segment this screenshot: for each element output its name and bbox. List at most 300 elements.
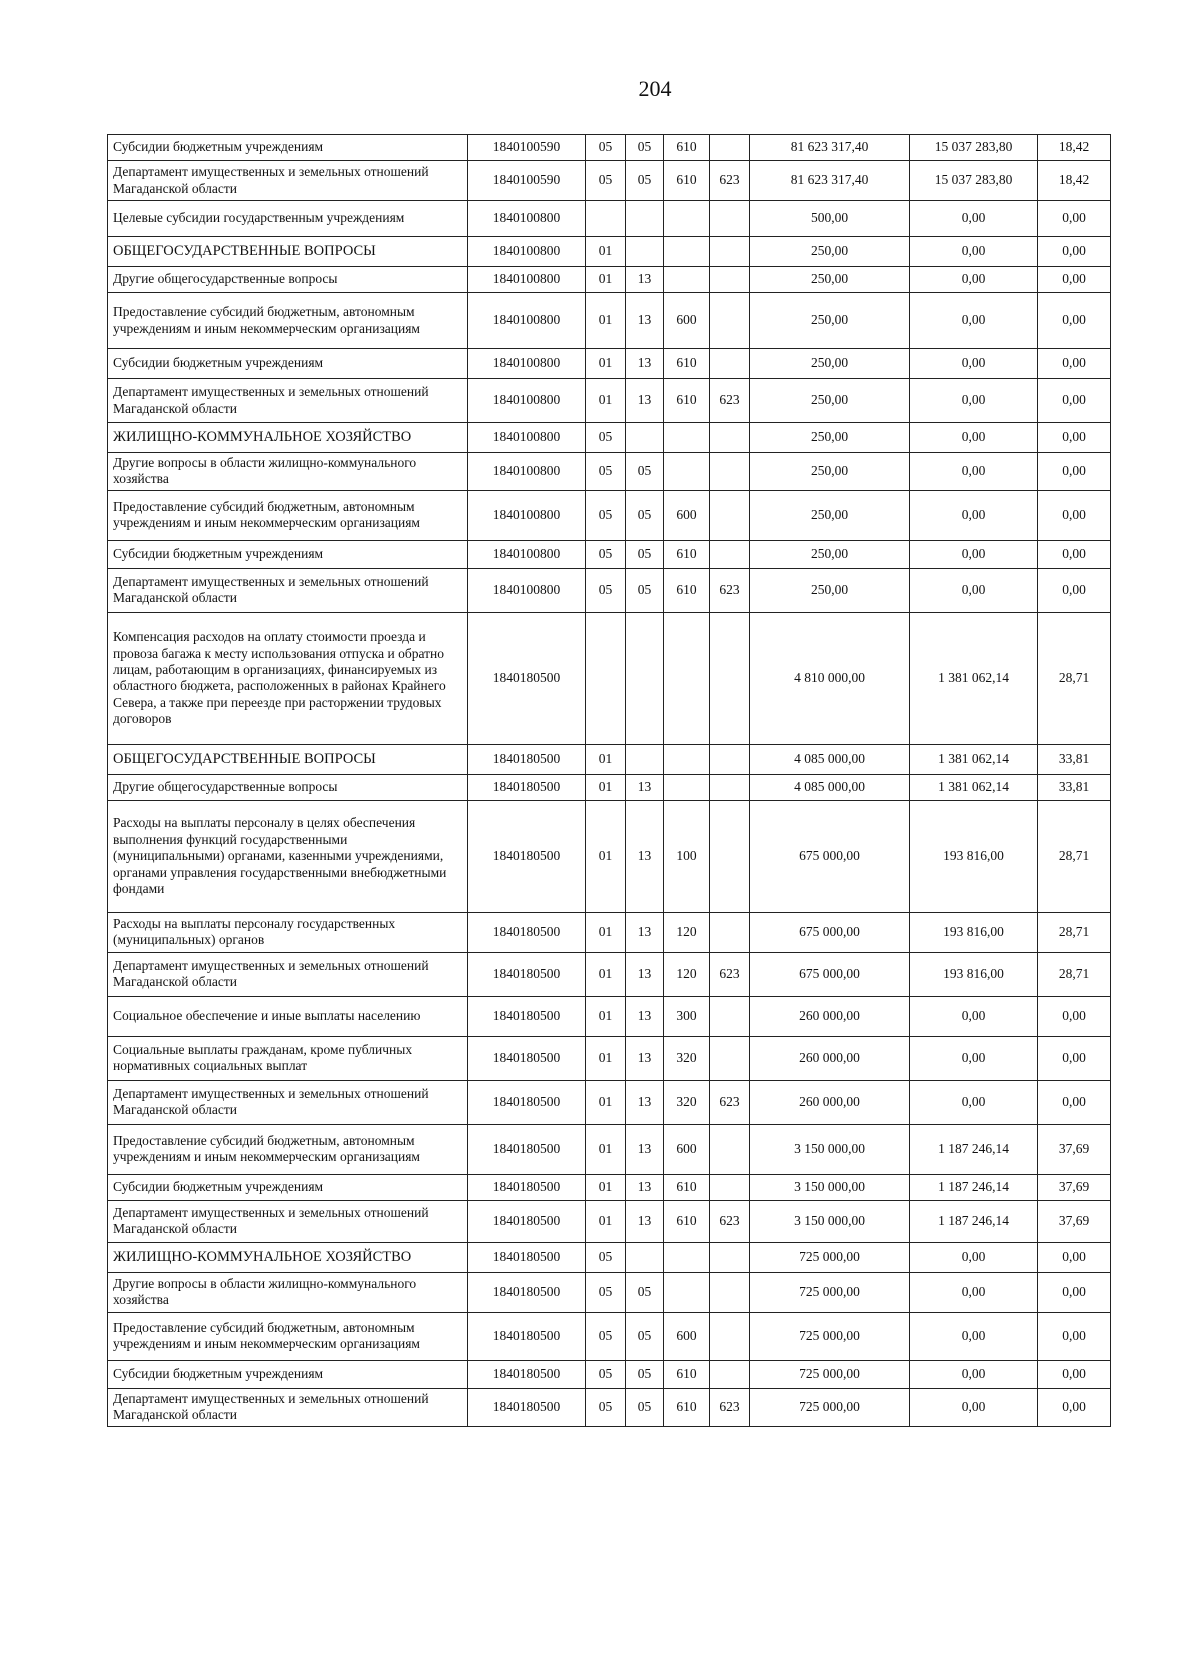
row-administrator [710, 293, 750, 349]
row-actual-amount: 0,00 [910, 568, 1038, 612]
table-row [108, 423, 1111, 453]
row-actual-amount: 1 187 246,14 [910, 1124, 1038, 1174]
row-administrator [710, 490, 750, 540]
row-section [586, 201, 626, 237]
row-expense-type: 610 [664, 379, 710, 423]
row-expense-type: 320 [664, 1080, 710, 1124]
row-percent: 0,00 [1038, 490, 1111, 540]
row-section: 05 [586, 540, 626, 568]
row-section: 05 [586, 490, 626, 540]
row-actual-amount: 0,00 [910, 1312, 1038, 1360]
row-target-article: 1840180500 [468, 1360, 586, 1388]
row-target-article: 1840100800 [468, 379, 586, 423]
table-row [108, 267, 1111, 293]
row-plan-amount: 250,00 [750, 237, 910, 267]
row-administrator [710, 135, 750, 161]
row-section: 05 [586, 423, 626, 453]
row-plan-amount: 250,00 [750, 293, 910, 349]
row-target-article: 1840100800 [468, 423, 586, 453]
table-row [108, 774, 1111, 800]
row-name: Компенсация расходов на оплату стоимости проезда и провоза багажа к месту использования отпуска и обратно лицам, работающим в организациях, финансируемых из областного бюджета, расположенных в районах Крайнего Севера, а также при переезде при расторжении трудовых договоров [108, 612, 468, 744]
row-percent: 18,42 [1038, 161, 1111, 201]
table-row [108, 1272, 1111, 1312]
row-actual-amount: 0,00 [910, 201, 1038, 237]
row-name: Субсидии бюджетным учреждениям [108, 135, 468, 161]
row-target-article: 1840100800 [468, 237, 586, 267]
row-administrator [710, 237, 750, 267]
row-subsection [626, 1242, 664, 1272]
row-section: 05 [586, 1242, 626, 1272]
row-target-article: 1840180500 [468, 1124, 586, 1174]
row-section: 01 [586, 774, 626, 800]
row-expense-type: 610 [664, 135, 710, 161]
row-name: Другие общегосударственные вопросы [108, 774, 468, 800]
row-target-article: 1840180500 [468, 1080, 586, 1124]
row-administrator [710, 1174, 750, 1200]
row-section: 01 [586, 267, 626, 293]
row-target-article: 1840100800 [468, 267, 586, 293]
row-actual-amount: 1 381 062,14 [910, 612, 1038, 744]
row-target-article: 1840180500 [468, 774, 586, 800]
row-plan-amount: 4 085 000,00 [750, 744, 910, 774]
row-target-article: 1840180500 [468, 996, 586, 1036]
row-administrator [710, 800, 750, 912]
row-actual-amount: 0,00 [910, 423, 1038, 453]
row-actual-amount: 15 037 283,80 [910, 161, 1038, 201]
row-plan-amount: 81 623 317,40 [750, 135, 910, 161]
row-percent: 0,00 [1038, 996, 1111, 1036]
row-percent: 0,00 [1038, 1080, 1111, 1124]
table-row [108, 568, 1111, 612]
row-actual-amount: 0,00 [910, 379, 1038, 423]
table-row [108, 1388, 1111, 1426]
row-subsection: 13 [626, 1080, 664, 1124]
row-section: 05 [586, 1388, 626, 1426]
row-expense-type [664, 612, 710, 744]
table-row [108, 161, 1111, 201]
row-percent: 0,00 [1038, 1272, 1111, 1312]
table-row [108, 135, 1111, 161]
row-percent: 0,00 [1038, 237, 1111, 267]
row-section: 01 [586, 379, 626, 423]
table-row [108, 1200, 1111, 1242]
row-actual-amount: 1 381 062,14 [910, 744, 1038, 774]
row-subsection: 05 [626, 1388, 664, 1426]
row-actual-amount: 193 816,00 [910, 912, 1038, 952]
row-name: Субсидии бюджетным учреждениям [108, 540, 468, 568]
row-name: Департамент имущественных и земельных отношений Магаданской области [108, 1388, 468, 1426]
row-administrator [710, 744, 750, 774]
row-plan-amount: 725 000,00 [750, 1272, 910, 1312]
row-name: Департамент имущественных и земельных отношений Магаданской области [108, 379, 468, 423]
row-section: 05 [586, 1272, 626, 1312]
row-actual-amount: 0,00 [910, 1036, 1038, 1080]
row-plan-amount: 4 810 000,00 [750, 612, 910, 744]
row-percent: 0,00 [1038, 1312, 1111, 1360]
row-name: Социальные выплаты гражданам, кроме публичных нормативных социальных выплат [108, 1036, 468, 1080]
row-section: 01 [586, 952, 626, 996]
row-plan-amount: 250,00 [750, 349, 910, 379]
row-target-article: 1840180500 [468, 912, 586, 952]
row-administrator [710, 267, 750, 293]
table-row [108, 800, 1111, 912]
row-name: Департамент имущественных и земельных отношений Магаданской области [108, 1080, 468, 1124]
row-actual-amount: 1 381 062,14 [910, 774, 1038, 800]
budget-table [107, 134, 1111, 1427]
row-expense-type [664, 744, 710, 774]
row-target-article: 1840100800 [468, 349, 586, 379]
row-administrator [710, 1360, 750, 1388]
row-subsection: 13 [626, 1200, 664, 1242]
row-name: Другие общегосударственные вопросы [108, 267, 468, 293]
row-percent: 28,71 [1038, 612, 1111, 744]
row-target-article: 1840100800 [468, 568, 586, 612]
row-administrator: 623 [710, 161, 750, 201]
row-target-article: 1840100800 [468, 201, 586, 237]
row-name: Расходы на выплаты персоналу в целях обеспечения выполнения функций государственными (муниципальными) органами, казенными учреждениями, органами управления государственными внебюджетными фондами [108, 800, 468, 912]
row-name: Другие вопросы в области жилищно-коммунального хозяйства [108, 1272, 468, 1312]
row-section: 05 [586, 161, 626, 201]
table-row [108, 996, 1111, 1036]
row-percent: 0,00 [1038, 379, 1111, 423]
row-target-article: 1840100800 [468, 540, 586, 568]
row-actual-amount: 0,00 [910, 267, 1038, 293]
row-plan-amount: 725 000,00 [750, 1388, 910, 1426]
row-name: Другие вопросы в области жилищно-коммунального хозяйства [108, 453, 468, 491]
row-administrator [710, 201, 750, 237]
row-percent: 33,81 [1038, 774, 1111, 800]
row-administrator: 623 [710, 568, 750, 612]
table-row [108, 612, 1111, 744]
row-subsection: 05 [626, 490, 664, 540]
table-row [108, 490, 1111, 540]
table-body [108, 135, 1111, 1427]
row-section: 05 [586, 568, 626, 612]
table-row [108, 952, 1111, 996]
row-actual-amount: 193 816,00 [910, 952, 1038, 996]
row-plan-amount: 3 150 000,00 [750, 1124, 910, 1174]
row-target-article: 1840180500 [468, 1174, 586, 1200]
row-administrator: 623 [710, 1388, 750, 1426]
table-row [108, 293, 1111, 349]
row-subsection: 05 [626, 453, 664, 491]
row-administrator [710, 453, 750, 491]
row-subsection: 05 [626, 135, 664, 161]
row-administrator [710, 612, 750, 744]
row-subsection: 05 [626, 1360, 664, 1388]
row-percent: 37,69 [1038, 1200, 1111, 1242]
row-subsection: 13 [626, 1124, 664, 1174]
row-target-article: 1840180500 [468, 1200, 586, 1242]
row-section: 01 [586, 1036, 626, 1080]
row-percent: 0,00 [1038, 349, 1111, 379]
row-administrator [710, 912, 750, 952]
row-name: ОБЩЕГОСУДАРСТВЕННЫЕ ВОПРОСЫ [108, 237, 468, 267]
row-target-article: 1840180500 [468, 1036, 586, 1080]
row-percent: 0,00 [1038, 1036, 1111, 1080]
row-name: Предоставление субсидий бюджетным, автономным учреждениям и иным некоммерческим организациям [108, 490, 468, 540]
row-section: 01 [586, 1174, 626, 1200]
row-plan-amount: 250,00 [750, 423, 910, 453]
row-section: 01 [586, 912, 626, 952]
row-plan-amount: 250,00 [750, 490, 910, 540]
row-percent: 33,81 [1038, 744, 1111, 774]
row-name: ЖИЛИЩНО-КОММУНАЛЬНОЕ ХОЗЯЙСТВО [108, 1242, 468, 1272]
row-subsection: 13 [626, 1174, 664, 1200]
row-plan-amount: 250,00 [750, 568, 910, 612]
row-target-article: 1840100800 [468, 490, 586, 540]
row-subsection: 13 [626, 800, 664, 912]
row-administrator [710, 1242, 750, 1272]
row-plan-amount: 250,00 [750, 379, 910, 423]
row-actual-amount: 0,00 [910, 349, 1038, 379]
row-name: Субсидии бюджетным учреждениям [108, 1360, 468, 1388]
row-target-article: 1840180500 [468, 952, 586, 996]
row-percent: 0,00 [1038, 267, 1111, 293]
row-administrator: 623 [710, 379, 750, 423]
row-subsection [626, 237, 664, 267]
row-expense-type: 610 [664, 1174, 710, 1200]
row-expense-type [664, 267, 710, 293]
row-expense-type [664, 237, 710, 267]
row-actual-amount: 1 187 246,14 [910, 1174, 1038, 1200]
row-administrator [710, 1272, 750, 1312]
table-row [108, 349, 1111, 379]
row-expense-type: 610 [664, 161, 710, 201]
row-section: 01 [586, 237, 626, 267]
row-name: Целевые субсидии государственным учреждениям [108, 201, 468, 237]
row-section: 01 [586, 744, 626, 774]
row-actual-amount: 15 037 283,80 [910, 135, 1038, 161]
row-percent: 18,42 [1038, 135, 1111, 161]
row-administrator: 623 [710, 952, 750, 996]
row-subsection: 13 [626, 774, 664, 800]
row-percent: 0,00 [1038, 423, 1111, 453]
row-percent: 0,00 [1038, 540, 1111, 568]
row-expense-type: 300 [664, 996, 710, 1036]
row-expense-type: 610 [664, 349, 710, 379]
row-subsection: 13 [626, 1036, 664, 1080]
row-percent: 37,69 [1038, 1124, 1111, 1174]
table-row [108, 201, 1111, 237]
row-section: 05 [586, 1312, 626, 1360]
row-subsection: 13 [626, 912, 664, 952]
row-name: Предоставление субсидий бюджетным, автономным учреждениям и иным некоммерческим организациям [108, 293, 468, 349]
row-target-article: 1840180500 [468, 744, 586, 774]
row-actual-amount: 0,00 [910, 1242, 1038, 1272]
row-expense-type: 610 [664, 1388, 710, 1426]
row-name: Департамент имущественных и земельных отношений Магаданской области [108, 952, 468, 996]
row-target-article: 1840180500 [468, 612, 586, 744]
row-plan-amount: 675 000,00 [750, 912, 910, 952]
row-percent: 0,00 [1038, 1388, 1111, 1426]
row-actual-amount: 0,00 [910, 453, 1038, 491]
row-actual-amount: 0,00 [910, 1080, 1038, 1124]
row-expense-type [664, 1272, 710, 1312]
row-section: 01 [586, 800, 626, 912]
table-row [108, 540, 1111, 568]
row-administrator: 623 [710, 1200, 750, 1242]
row-actual-amount: 0,00 [910, 996, 1038, 1036]
row-actual-amount: 0,00 [910, 1360, 1038, 1388]
row-target-article: 1840180500 [468, 1242, 586, 1272]
row-administrator [710, 996, 750, 1036]
row-percent: 0,00 [1038, 568, 1111, 612]
table-row [108, 744, 1111, 774]
row-plan-amount: 725 000,00 [750, 1360, 910, 1388]
row-section: 01 [586, 1200, 626, 1242]
row-section: 05 [586, 135, 626, 161]
row-plan-amount: 3 150 000,00 [750, 1200, 910, 1242]
row-percent: 0,00 [1038, 1242, 1111, 1272]
row-section: 01 [586, 1124, 626, 1174]
row-name: Департамент имущественных и земельных отношений Магаданской области [108, 161, 468, 201]
row-target-article: 1840100590 [468, 135, 586, 161]
row-section: 01 [586, 349, 626, 379]
row-expense-type [664, 201, 710, 237]
row-target-article: 1840100800 [468, 453, 586, 491]
table-row [108, 453, 1111, 491]
row-plan-amount: 725 000,00 [750, 1242, 910, 1272]
row-subsection [626, 744, 664, 774]
row-plan-amount: 260 000,00 [750, 996, 910, 1036]
row-section: 05 [586, 1360, 626, 1388]
row-subsection: 05 [626, 1312, 664, 1360]
row-subsection [626, 612, 664, 744]
table-row [108, 1312, 1111, 1360]
row-target-article: 1840100590 [468, 161, 586, 201]
row-name: Субсидии бюджетным учреждениям [108, 349, 468, 379]
row-plan-amount: 250,00 [750, 267, 910, 293]
row-plan-amount: 260 000,00 [750, 1036, 910, 1080]
row-subsection: 05 [626, 540, 664, 568]
row-actual-amount: 193 816,00 [910, 800, 1038, 912]
row-expense-type: 600 [664, 490, 710, 540]
row-subsection [626, 423, 664, 453]
row-subsection: 13 [626, 952, 664, 996]
row-expense-type: 600 [664, 1312, 710, 1360]
row-actual-amount: 0,00 [910, 490, 1038, 540]
row-subsection: 05 [626, 568, 664, 612]
row-administrator: 623 [710, 1080, 750, 1124]
row-percent: 0,00 [1038, 453, 1111, 491]
row-name: Субсидии бюджетным учреждениям [108, 1174, 468, 1200]
row-percent: 28,71 [1038, 800, 1111, 912]
row-administrator [710, 1312, 750, 1360]
row-subsection: 05 [626, 161, 664, 201]
row-administrator [710, 1124, 750, 1174]
table-row [108, 1124, 1111, 1174]
row-administrator [710, 423, 750, 453]
row-expense-type: 610 [664, 1200, 710, 1242]
row-subsection: 05 [626, 1272, 664, 1312]
row-plan-amount: 250,00 [750, 453, 910, 491]
row-percent: 28,71 [1038, 912, 1111, 952]
row-actual-amount: 0,00 [910, 1272, 1038, 1312]
table-row [108, 1360, 1111, 1388]
row-name: ЖИЛИЩНО-КОММУНАЛЬНОЕ ХОЗЯЙСТВО [108, 423, 468, 453]
row-percent: 28,71 [1038, 952, 1111, 996]
row-expense-type: 320 [664, 1036, 710, 1080]
row-name: Департамент имущественных и земельных отношений Магаданской области [108, 568, 468, 612]
row-actual-amount: 0,00 [910, 293, 1038, 349]
row-name: Социальное обеспечение и иные выплаты населению [108, 996, 468, 1036]
row-subsection [626, 201, 664, 237]
page-number: 204 [638, 76, 672, 101]
row-subsection: 13 [626, 349, 664, 379]
row-name: Предоставление субсидий бюджетным, автономным учреждениям и иным некоммерческим организациям [108, 1124, 468, 1174]
row-actual-amount: 0,00 [910, 1388, 1038, 1426]
row-percent: 0,00 [1038, 1360, 1111, 1388]
row-actual-amount: 0,00 [910, 540, 1038, 568]
row-expense-type: 120 [664, 952, 710, 996]
row-name: ОБЩЕГОСУДАРСТВЕННЫЕ ВОПРОСЫ [108, 744, 468, 774]
row-name: Расходы на выплаты персоналу государственных (муниципальных) органов [108, 912, 468, 952]
row-plan-amount: 500,00 [750, 201, 910, 237]
row-expense-type: 610 [664, 1360, 710, 1388]
row-percent: 37,69 [1038, 1174, 1111, 1200]
row-plan-amount: 81 623 317,40 [750, 161, 910, 201]
row-subsection: 13 [626, 996, 664, 1036]
row-target-article: 1840180500 [468, 1388, 586, 1426]
table-row [108, 379, 1111, 423]
row-name: Предоставление субсидий бюджетным, автономным учреждениям и иным некоммерческим организациям [108, 1312, 468, 1360]
row-actual-amount: 0,00 [910, 237, 1038, 267]
row-target-article: 1840180500 [468, 1312, 586, 1360]
table-row [108, 1080, 1111, 1124]
table-row [108, 1242, 1111, 1272]
row-expense-type: 120 [664, 912, 710, 952]
row-expense-type [664, 423, 710, 453]
row-section: 01 [586, 996, 626, 1036]
row-plan-amount: 675 000,00 [750, 952, 910, 996]
row-plan-amount: 675 000,00 [750, 800, 910, 912]
row-subsection: 13 [626, 379, 664, 423]
row-section: 01 [586, 293, 626, 349]
row-plan-amount: 725 000,00 [750, 1312, 910, 1360]
row-subsection: 13 [626, 293, 664, 349]
row-target-article: 1840100800 [468, 293, 586, 349]
row-section: 01 [586, 1080, 626, 1124]
row-target-article: 1840180500 [468, 1272, 586, 1312]
table-row [108, 1174, 1111, 1200]
table-row [108, 237, 1111, 267]
row-percent: 0,00 [1038, 201, 1111, 237]
table-row [108, 1036, 1111, 1080]
row-percent: 0,00 [1038, 293, 1111, 349]
row-plan-amount: 4 085 000,00 [750, 774, 910, 800]
row-name: Департамент имущественных и земельных отношений Магаданской области [108, 1200, 468, 1242]
row-administrator [710, 1036, 750, 1080]
row-actual-amount: 1 187 246,14 [910, 1200, 1038, 1242]
row-expense-type: 100 [664, 800, 710, 912]
row-expense-type: 610 [664, 568, 710, 612]
row-expense-type: 610 [664, 540, 710, 568]
table-row [108, 912, 1111, 952]
row-expense-type: 600 [664, 1124, 710, 1174]
row-expense-type [664, 1242, 710, 1272]
row-administrator [710, 540, 750, 568]
row-expense-type [664, 453, 710, 491]
row-plan-amount: 250,00 [750, 540, 910, 568]
row-section: 05 [586, 453, 626, 491]
row-subsection: 13 [626, 267, 664, 293]
row-plan-amount: 3 150 000,00 [750, 1174, 910, 1200]
row-section [586, 612, 626, 744]
row-administrator [710, 349, 750, 379]
row-plan-amount: 260 000,00 [750, 1080, 910, 1124]
row-expense-type [664, 774, 710, 800]
